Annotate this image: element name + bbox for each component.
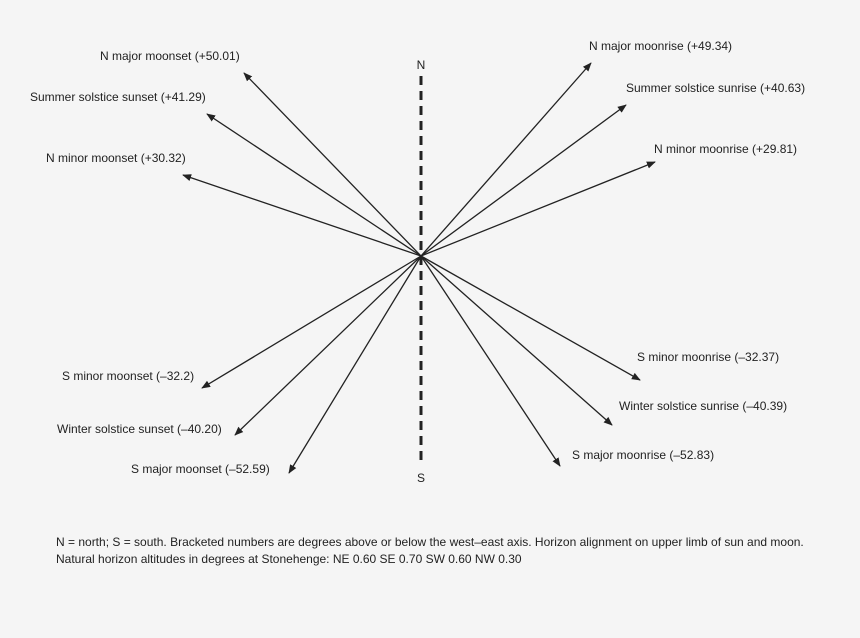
arrow-summer-solstice-sunset [207,114,421,256]
arrow-n-major-moonrise [421,63,591,256]
label-n-major-moonset: N major moonset (+50.01) [100,49,240,63]
arrow-n-minor-moonset [183,175,421,256]
caption-line-2: Natural horizon altitudes in degrees at Stonehenge: NE 0.60 SE 0.70 SW 0.60 NW 0.30 [56,552,522,566]
figure-caption [56,534,846,568]
south-label: S [416,471,426,485]
label-s-minor-moonset: S minor moonset (–32.2) [62,369,195,383]
label-n-minor-moonrise: N minor moonrise (+29.81) [654,142,798,156]
label-summer-solstice-sunset: Summer solstice sunset (+41.29) [30,90,206,104]
label-s-major-moonset: S major moonset (–52.59) [131,462,270,476]
label-winter-solstice-sunset: Winter solstice sunset (–40.20) [57,422,222,436]
label-s-major-moonrise: S major moonrise (–52.83) [572,448,715,462]
label-summer-solstice-sunrise: Summer solstice sunrise (+40.63) [626,81,806,95]
arrow-s-minor-moonrise [421,256,640,380]
label-winter-solstice-sunrise: Winter solstice sunrise (–40.39) [619,399,788,413]
arrow-n-minor-moonrise [421,162,655,256]
caption-line-1: N = north; S = south. Bracketed numbers are degrees above or below the west–east axis. Horizon alignment on upper limb of sun and moon. [56,535,804,549]
label-n-minor-moonset: N minor moonset (+30.32) [46,151,186,165]
label-n-major-moonrise: N major moonrise (+49.34) [589,39,733,53]
arrow-n-major-moonset [244,73,421,256]
arrow-s-minor-moonset [202,256,421,388]
alignment-arrows [183,63,655,473]
label-s-minor-moonrise: S minor moonrise (–32.37) [637,350,780,364]
arrow-summer-solstice-sunrise [421,105,626,256]
north-label: N [416,58,426,72]
